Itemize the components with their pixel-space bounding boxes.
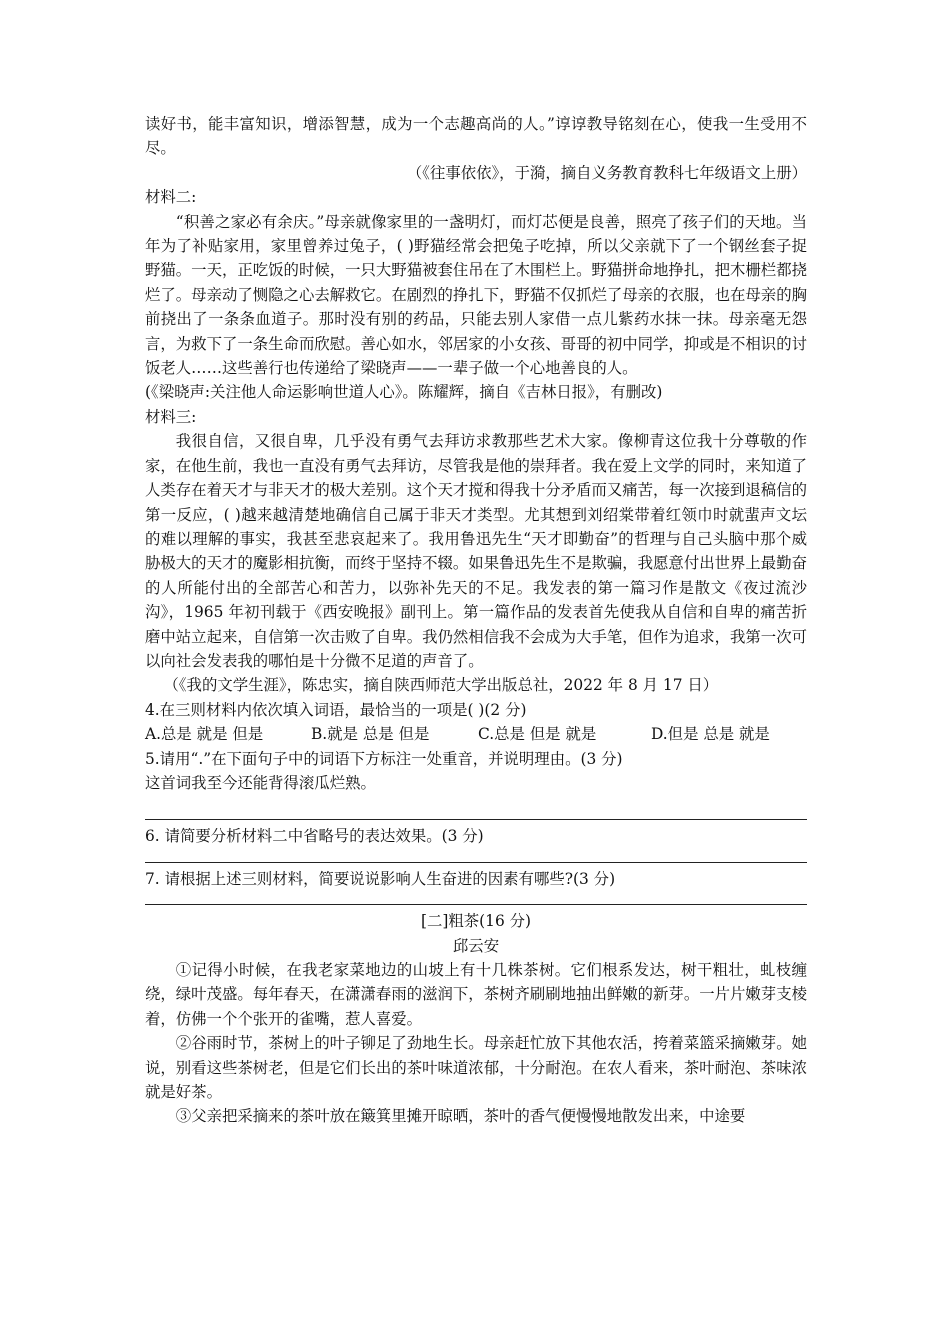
question-4: 4.在三则材料内依次填入词语，最恰当的一项是( )(2 分) <box>145 700 527 719</box>
question-6: 6. 请简要分析材料二中省略号的表达效果。(3 分) <box>145 827 484 846</box>
answer-line[interactable] <box>145 819 807 820</box>
option-b[interactable]: B.就是 总是 但是 <box>311 725 430 744</box>
question-5: 5.请用“.”在下面句子中的词语下方标注一处重音，并说明理由。(3 分) <box>145 749 623 768</box>
material2-source: (《梁晓声:关注他人命运影响世道人心》。陈耀辉，摘自《吉林日报》，有删改) <box>145 383 663 402</box>
section2-paragraph-2: ②谷雨时节，茶树上的叶子铆足了劲地生长。母亲赶忙放下其他农活，挎着菜篮采摘嫩芽。她说，别看这些茶树老，但是它们长出的茶叶味道浓郁，十分耐泡。在农人看来，茶叶耐泡、茶味浓就是好茶。 <box>145 1034 807 1102</box>
question-4-options <box>145 722 807 746</box>
question-7: 7. 请根据上述三则材料，简要说说影响人生奋进的因素有哪些?(3 分) <box>145 869 616 888</box>
answer-line[interactable] <box>145 904 807 905</box>
section2-title: [二]粗茶(16 分) <box>420 912 532 931</box>
material1-tail: 读好书，能丰富知识，增添智慧，成为一个志趣高尚的人。”谆谆教导铭刻在心，使我一生受用不尽。 <box>145 115 807 158</box>
material3-source: （《我的文学生涯》，陈忠实，摘自陕西师范大学出版总社，2022 年 8 月 17 日） <box>163 676 719 695</box>
answer-space <box>145 795 807 819</box>
answer-line[interactable] <box>145 862 807 863</box>
material2-heading: 材料二: <box>145 188 197 207</box>
option-a[interactable]: A.总是 就是 但是 <box>145 725 264 744</box>
section2-paragraph-1: ①记得小时候，在我老家菜地边的山坡上有十几株茶树。它们根系发达，树干粗壮，虬枝缠绕，绿叶茂盛。每年春天，在潇潇春雨的滋润下，茶树齐刷刷地抽出鲜嫩的新芽。一片片嫩芽支棱着，仿佛一个个张开的雀嘴，惹人喜爱。 <box>145 961 807 1028</box>
material3-body: 我很自信，又很自卑，几乎没有勇气去拜访求教那些艺术大家。像柳青这位我十分尊敬的作家，在他生前，我也一直没有勇气去拜访，尽管我是他的崇拜者。我在爱上文学的同时，来知道了人类存在着天才与非天才的极大差别。这个天才搅和得我十分矛盾而又痛苦，每一次接到退稿信的第一反应，( )越来越清楚地确信自己属于非天才类型。尤其想到刘绍棠带着红领巾时就蜚声文坛的难以理解的事实，我甚至悲哀起来了。我用鲁迅先生“天才即勤奋”的哲理与自己头脑中那个威胁极大的天才的魔影相抗衡，而终于坚持不辍。如果鲁迅先生不是欺骗，我愿意付出世界上最勤奋的人所能付出的全部苦心和苦力，以弥补先天的不足。我发表的第一篇习作是散文《夜过流沙沟》，1965 年初刊载于《西安晚报》副刊上。第一篇作品的发表首先使我从自信和自卑的痛苦折磨中站立起来，自信第一次击败了自卑。我仍然相信我不会成为大手笔，但作为追求，我第一次可以向社会发表我的哪怕是十分微不足道的声音了。 <box>145 432 807 670</box>
material1-source: （《往事依依》，于漪，摘自义务教育教科七年级语文上册） <box>406 163 807 182</box>
answer-space <box>145 891 807 904</box>
section2-author: 邱云安 <box>452 936 500 955</box>
option-d[interactable]: D.但是 总是 就是 <box>651 725 770 744</box>
exam-page <box>145 112 807 1129</box>
option-c[interactable]: C.总是 但是 就是 <box>478 725 597 744</box>
answer-space <box>145 849 807 862</box>
material2-body: “积善之家必有余庆。”母亲就像家里的一盏明灯，而灯芯便是良善，照亮了孩子们的天地。当年为了补贴家用，家里曾养过兔子，( )野猫经常会把兔子吃掉，所以父亲就下了一个钢丝套子捉野猫。一天，正吃饭的时候，一只大野猫被套住吊在了木围栏上。野猫拼命地挣扎，把木栅栏都挠烂了。母亲动了恻隐之心去解救它。在剧烈的挣扎下，野猫不仅抓烂了母亲的衣服，也在母亲的胸前挠出了一条条血道子。那时没有别的药品，只能去别人家借一点儿紫药水抹一抹。母亲毫无怨言，为救下了一条生命而欣慰。善心如水，邻居家的小女孩、哥哥的初中同学，抑或是不相识的讨饭老人……这些善行也传递给了梁晓声——一辈子做一个心地善良的人。 <box>145 212 807 378</box>
question-5-sentence: 这首词我至今还能背得滚瓜烂熟。 <box>145 773 376 792</box>
section2-paragraph-3: ③父亲把采摘来的茶叶放在簸箕里摊开晾晒，茶叶的香气便慢慢地散发出来，中途要 <box>175 1107 746 1126</box>
material3-heading: 材料三: <box>145 407 197 426</box>
